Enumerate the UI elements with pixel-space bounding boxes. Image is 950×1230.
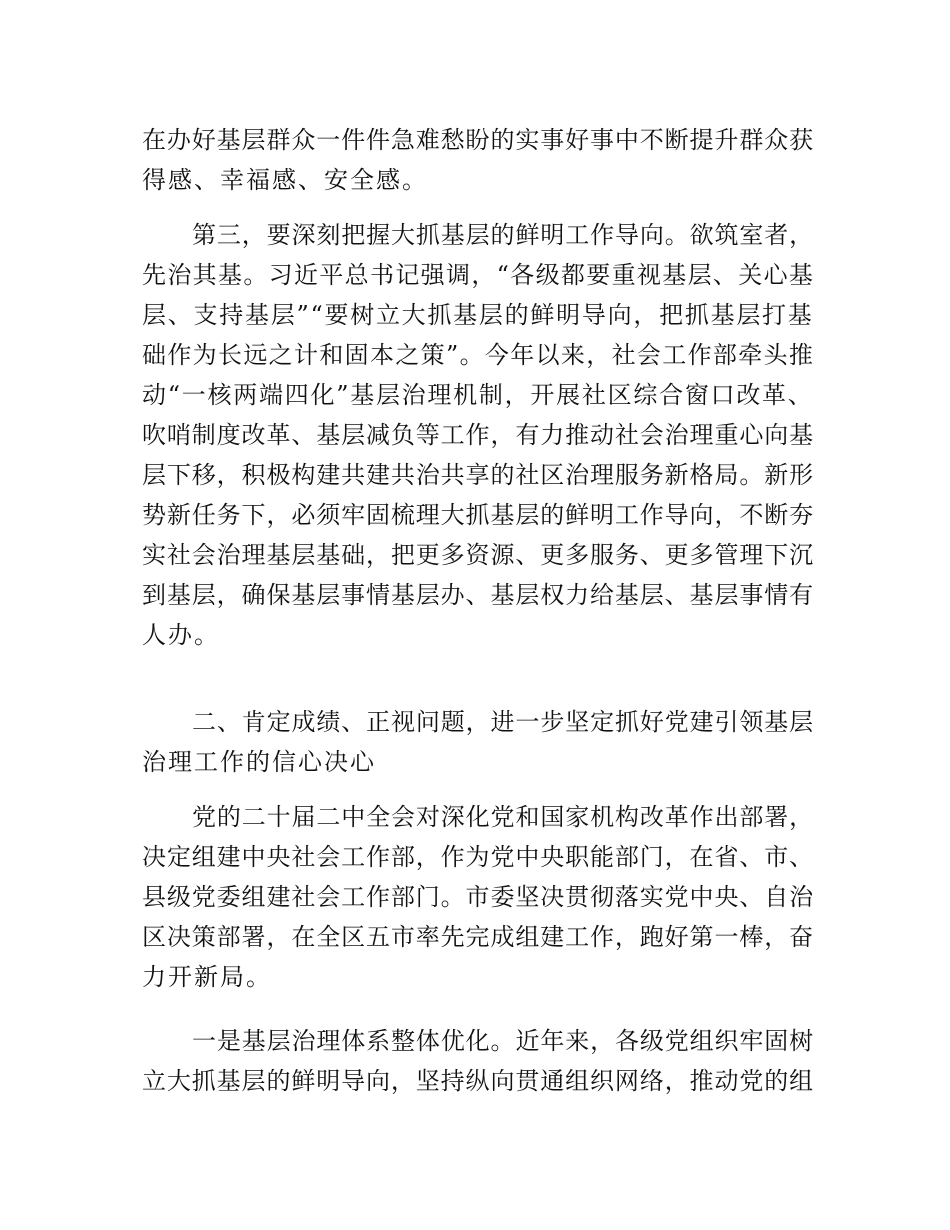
paragraph-2-line-9: 实社会治理基层基础，把更多资源、更多服务、更多管理下沉 [142,541,814,569]
paragraph-2-line-11: 人办。 [142,621,220,649]
paragraph-2-line-8: 势新任务下，必须牢固梳理大抓基层的鲜明工作导向，不断夯 [142,501,814,529]
paragraph-5 [142,1021,814,1101]
paragraph-4 [142,797,814,997]
paragraph-2 [142,215,814,655]
paragraph-2-line-4: 础作为长远之计和固本之策”。今年以来，社会工作部牵头推 [142,341,815,369]
paragraph-4-line-3: 县级党委组建社会工作部门。市委坚决贯彻落实党中央、自治 [142,883,814,911]
paragraph-2-line-6: 吹哨制度改革、基层减负等工作，有力推动社会治理重心向基 [142,421,814,449]
paragraph-1-line-2: 得感、幸福感、安全感。 [142,166,428,194]
paragraph-2-line-10: 到基层，确保基层事情基层办、基层权力给基层、基层事情有 [142,581,814,609]
paragraph-4-line-1: 党的二十届二中全会对深化党和国家机构改革作出部署， [192,803,814,831]
paragraph-2-line-1: 第三，要深刻把握大抓基层的鲜明工作导向。欲筑室者， [192,221,814,249]
paragraph-2-line-3: 层、支持基层”“要树立大抓基层的鲜明导向，把抓基层打基 [142,301,814,329]
section-heading [142,702,814,782]
section-heading-line-2: 治理工作的信心决心 [142,748,376,776]
section-heading-line-1: 二、肯定成绩、正视问题，进一步坚定抓好党建引领基层 [192,708,814,736]
paragraph-2-line-7: 层下移，积极构建共建共治共享的社区治理服务新格局。新形 [142,461,814,489]
paragraph-1-line-1: 在办好基层群众一件件急难愁盼的实事好事中不断提升群众获 [142,126,814,154]
paragraph-4-line-5: 力开新局。 [142,963,272,991]
paragraph-1 [142,120,814,200]
paragraph-5-line-2: 立大抓基层的鲜明导向，坚持纵向贯通组织网络，推动党的组 [142,1067,814,1095]
paragraph-2-line-2: 先治其基。习近平总书记强调，“各级都要重视基层、关心基 [142,261,815,289]
paragraph-2-line-5: 动“一核两端四化”基层治理机制，开展社区综合窗口改革、 [142,381,814,409]
paragraph-4-line-4: 区决策部署，在全区五市率先完成组建工作，跑好第一棒，奋 [142,923,814,951]
paragraph-4-line-2: 决定组建中央社会工作部，作为党中央职能部门，在省、市、 [142,843,814,871]
paragraph-5-line-1: 一是基层治理体系整体优化。近年来，各级党组织牢固树 [192,1027,814,1055]
